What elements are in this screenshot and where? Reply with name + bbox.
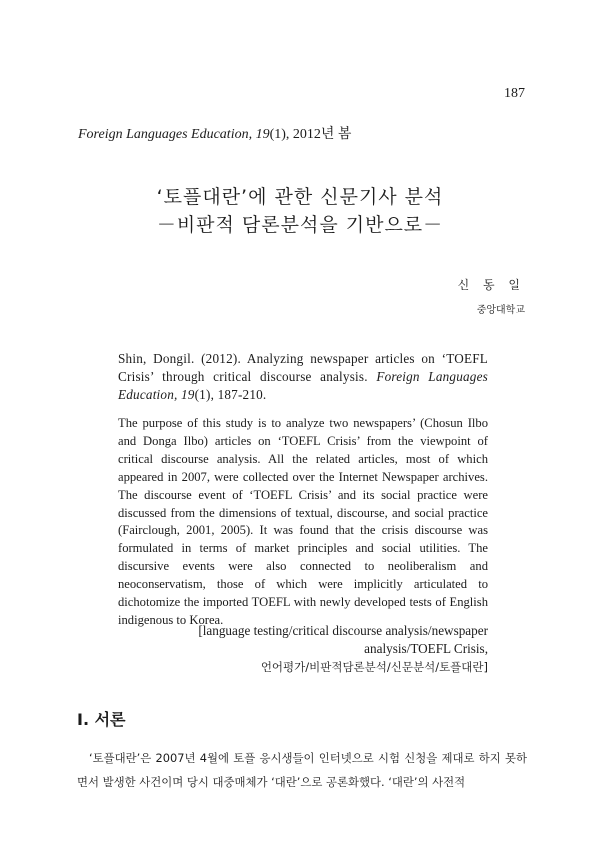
- citation-text: Shin, Dongil. (2012). Analyzing newspaper articles on ‘TOEFL Crisis’ through critical discourse analysis.: [118, 351, 488, 384]
- keywords-line-2: analysis/TOEFL Crisis,: [364, 641, 488, 656]
- keywords-line-3: 언어평가/비판적담론분석/신문분석/토플대란]: [260, 660, 488, 674]
- citation-journal: Foreign Languages Education, 19: [118, 369, 488, 402]
- section-heading: I. 서론: [77, 710, 126, 729]
- citation-pages: (1), 187-210.: [194, 387, 267, 402]
- citation: [118, 350, 488, 404]
- abstract: The purpose of this study is to analyze two newspapers’ (Chosun Ilbo and Donga Ilbo) articles on ‘TOEFL Crisis’ from the viewpoint of critical discourse analysis. All the related articles, most of which appeared in 2007, were collected over the Internet Newspaper archives. The discourse event of ‘TOEFL Crisis’ and its social practice were discussed from the dimensions of textual, discourse, and social practice (Fairclough, 2001, 2005). It was found that the crisis discourse was formulated in terms of market principles and social utilities. The discursive events were also connected to neoliberalism and neoconservatism, those of which were implicitly articulated to dichotomize the imported TOEFL with newly developed tests of English indigenous to Korea.: [118, 416, 488, 627]
- body-paragraph: ‘토플대란’은 2007년 4월에 토플 응시생들이 인터넷으로 시험 신청을 제대로 하지 못하면서 발생한 사건이며 당시 대중매체가 ‘대란’으로 공론화했다. ‘대란’의 사전적: [77, 751, 527, 789]
- title-block: [0, 183, 600, 239]
- author-name: 신 동 일: [457, 278, 525, 292]
- journal-header: [78, 123, 351, 143]
- journal-volume: 19: [255, 127, 270, 142]
- page-number: 187: [504, 86, 525, 101]
- paper-subtitle: －비판적 담론분석을 기반으로－: [156, 214, 444, 236]
- paper-title: ‘토플대란’에 관한 신문기사 분석: [156, 186, 444, 208]
- keywords-line-1: [language testing/critical discourse analysis/newspaper: [198, 623, 488, 638]
- journal-issue-year: (1), 2012년 봄: [269, 127, 352, 142]
- author-affiliation: 중앙대학교: [476, 305, 525, 316]
- author-block: [458, 276, 525, 316]
- keywords: [198, 622, 488, 676]
- journal-name: Foreign Languages Education,: [78, 127, 253, 142]
